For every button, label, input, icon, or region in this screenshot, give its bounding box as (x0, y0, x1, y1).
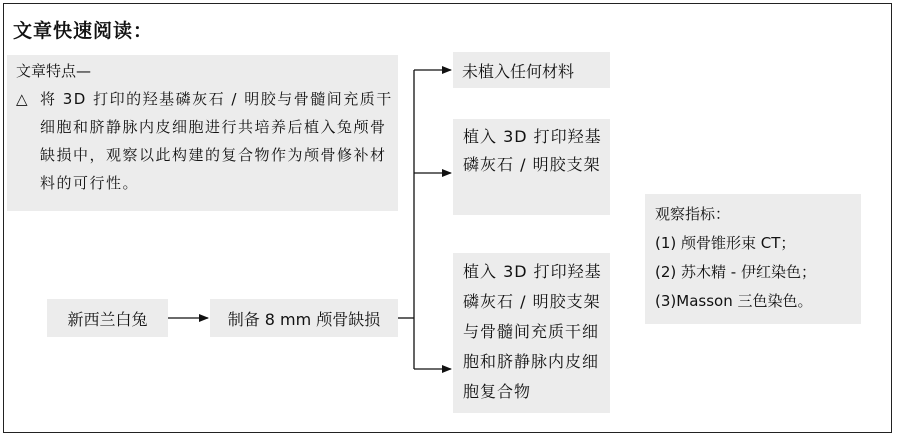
triangle-bullet-icon: △ (16, 90, 28, 108)
diagram-title: 文章快速阅读： (13, 20, 154, 42)
observation-item: (3)Masson 三色染色。 (655, 292, 813, 310)
observation-heading: 观察指标： (655, 205, 731, 223)
procedure-box: 制备 8 mm 颅骨缺损 (210, 299, 398, 337)
observation-item: (1) 颅骨锥形束 CT； (655, 234, 796, 252)
features-heading: 文章特点— (16, 62, 92, 80)
observation-item: (2) 苏木精 - 伊红染色； (655, 263, 816, 281)
animal-box: 新西兰白兔 (47, 299, 168, 337)
group-no-material-box: 未植入任何材料 (453, 52, 610, 88)
group-composite-box: 植入 3D 打印羟基磷灰石 / 明胶支架与骨髓间充质干细胞和脐静脉内皮细胞复合物 (453, 253, 610, 413)
features-text: 将 3D 打印的羟基磷灰石 / 明胶与骨髓间充质干细胞和脐静脉内皮细胞进行共培养后植入兔颅骨缺损中，观察以此构建的复合物作为颅骨修补材料的可行性。 (40, 90, 393, 192)
group-scaffold-box: 植入 3D 打印羟基磷灰石 / 明胶支架 (453, 119, 610, 215)
